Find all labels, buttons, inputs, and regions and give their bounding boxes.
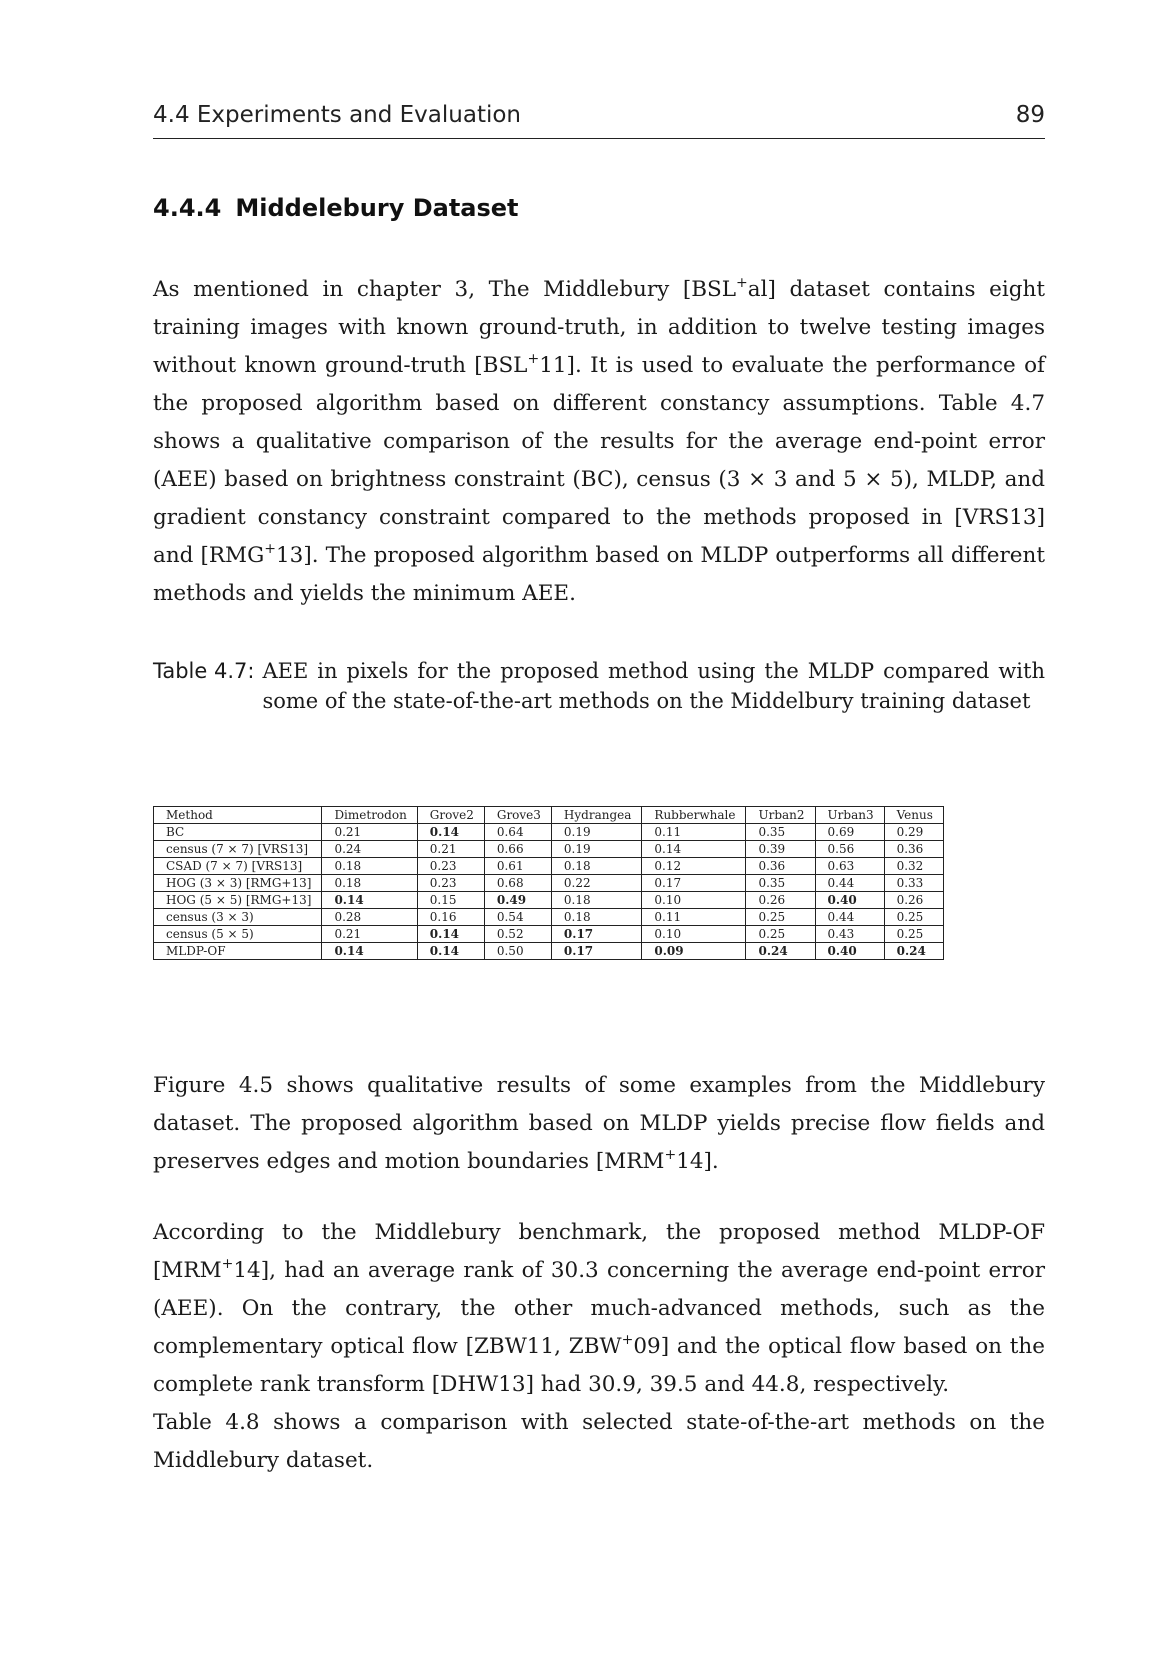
table-row [154,909,944,926]
table-cell: 0.68 [484,875,551,892]
superscript: + [527,351,540,367]
table-cell: 0.61 [484,858,551,875]
column-header: Urban2 [746,807,815,824]
table-row [154,875,944,892]
superscript: + [221,1256,234,1272]
benchmark-paragraph [153,1214,1045,1404]
page-number: 89 [1015,102,1045,128]
table-reference-paragraph: Table 4.8 shows a comparison with selected state-of-the-art methods on the Middlebury dataset. [153,1410,1045,1473]
table-row [154,824,944,841]
table-cell: 0.17 [551,926,641,943]
table-cell: 0.63 [815,858,884,875]
superscript: + [264,541,276,557]
table-cell: 0.15 [417,892,484,909]
table-row [154,841,944,858]
text-run: al] dataset contains eight training images with known ground-truth, in addition to twelve testing images without known ground-truth [BSL [153,277,1046,378]
table-cell: 0.49 [484,892,551,909]
table-cell: 0.24 [746,943,815,960]
table-cell: 0.18 [322,858,417,875]
table-cell: 0.14 [322,943,417,960]
superscript: + [664,1147,677,1163]
table-cell: census (7 × 7) [VRS13] [154,841,322,858]
table-cell: 0.40 [815,892,884,909]
column-header: Method [154,807,322,824]
table-cell: 0.33 [884,875,943,892]
text-run: Figure 4.5 shows qualitative results of some examples from the Middlebury dataset. The proposed algorithm based on MLDP yields precise flow fields and preserves edges and motion boundaries [MRM [153,1073,1045,1174]
column-header: Urban3 [815,807,884,824]
caption-label: Table 4.7: [153,659,255,683]
table-cell: 0.32 [884,858,943,875]
table-cell: 0.14 [417,926,484,943]
table-cell: 0.25 [884,926,943,943]
table-cell: 0.52 [484,926,551,943]
section-title: Middelebury Dataset [235,194,519,222]
table-cell: 0.19 [551,841,641,858]
figure-reference-paragraph [153,1067,1045,1181]
running-title: 4.4 Experiments and Evaluation [153,102,522,128]
table-cell: census (3 × 3) [154,909,322,926]
table-cell: HOG (5 × 5) [RMG+13] [154,892,322,909]
section-number: 4.4.4 [153,194,222,222]
table-cell: 0.18 [551,909,641,926]
table-cell: 0.14 [417,824,484,841]
table-cell: 0.17 [551,943,641,960]
table-cell: 0.28 [322,909,417,926]
table-cell: 0.21 [322,824,417,841]
table-cell: 0.25 [746,926,815,943]
text-run: 14], had an average rank of 30.3 concerning the average end-point error (AEE). On the contrary, the other much-advanced methods, such as the complementary optical flow [ZBW11, ZBW [153,1258,1045,1359]
superscript: + [736,275,748,291]
text-run: 09] and the optical flow based on the complete rank transform [DHW13] had 30.9, 39.5 and 44.8, respectively. [153,1334,1045,1397]
table-cell: 0.18 [551,892,641,909]
table-cell: 0.23 [417,858,484,875]
table-cell: 0.16 [417,909,484,926]
table-caption [153,656,1045,716]
table-cell: 0.39 [746,841,815,858]
table-row [154,858,944,875]
table-cell: 0.23 [417,875,484,892]
table-cell: 0.21 [322,926,417,943]
table-cell: 0.69 [815,824,884,841]
table-cell: 0.19 [551,824,641,841]
intro-paragraph [153,271,1045,613]
results-table [153,806,944,960]
table-cell: 0.14 [322,892,417,909]
table-cell: 0.24 [322,841,417,858]
table-cell: 0.10 [642,892,746,909]
column-header: Venus [884,807,943,824]
column-header: Grove2 [417,807,484,824]
table-cell: 0.43 [815,926,884,943]
table-cell: 0.18 [551,858,641,875]
table-cell: 0.64 [484,824,551,841]
table-cell: HOG (3 × 3) [RMG+13] [154,875,322,892]
table-cell: 0.10 [642,926,746,943]
text-run: 14]. [676,1149,719,1174]
table-cell: 0.21 [417,841,484,858]
superscript: + [621,1332,634,1348]
table-cell: 0.40 [815,943,884,960]
table-cell: 0.25 [746,909,815,926]
table-cell: census (5 × 5) [154,926,322,943]
table-cell: 0.36 [884,841,943,858]
table-cell: 0.50 [484,943,551,960]
table-cell: 0.12 [642,858,746,875]
table-cell: 0.14 [417,943,484,960]
table-cell: 0.66 [484,841,551,858]
table-cell: 0.26 [884,892,943,909]
table-cell: 0.54 [484,909,551,926]
section-heading [153,194,519,222]
table-cell: 0.18 [322,875,417,892]
table-cell: 0.44 [815,875,884,892]
table-cell: CSAD (7 × 7) [VRS13] [154,858,322,875]
column-header: Grove3 [484,807,551,824]
table-row [154,943,944,960]
column-header: Rubberwhale [642,807,746,824]
text-run: 11]. It is used to evaluate the performance of the proposed algorithm based on different constancy assumptions. Table 4.7 shows a qualitative comparison of the results for the average end-point error (AEE) based on brightness constraint (BC), census (3 × 3 and 5 × 5), MLDP, and gradient constancy constraint compared to the methods proposed in [VRS13] and [RMG [153,353,1046,568]
table-header-row [154,807,944,824]
table-cell: 0.44 [815,909,884,926]
text-run: According to the Middlebury benchmark, the proposed method MLDP-OF [MRM [153,1220,1045,1283]
table-cell: 0.11 [642,909,746,926]
table-cell: 0.14 [642,841,746,858]
table-cell: 0.56 [815,841,884,858]
table-cell: 0.35 [746,824,815,841]
table-cell: 0.26 [746,892,815,909]
table-cell: MLDP-OF [154,943,322,960]
table-cell: 0.09 [642,943,746,960]
table-cell: 0.22 [551,875,641,892]
table-cell: BC [154,824,322,841]
table-cell: 0.35 [746,875,815,892]
column-header: Dimetrodon [322,807,417,824]
page-header [153,100,1045,139]
table-row [154,926,944,943]
table-cell: 0.17 [642,875,746,892]
table-row [154,892,944,909]
table-cell: 0.29 [884,824,943,841]
table-cell: 0.25 [884,909,943,926]
column-header: Hydrangea [551,807,641,824]
table-cell: 0.24 [884,943,943,960]
table-cell: 0.11 [642,824,746,841]
table-cell: 0.36 [746,858,815,875]
caption-text: AEE in pixels for the proposed method using the MLDP compared with some of the state-of-the-art methods on the Middelbury training dataset [262,659,1045,713]
text-run: 13]. The proposed algorithm based on MLDP outperforms all different methods and yields the minimum AEE. [153,543,1045,606]
text-run: As mentioned in chapter 3, The Middlebury [BSL [153,277,737,302]
